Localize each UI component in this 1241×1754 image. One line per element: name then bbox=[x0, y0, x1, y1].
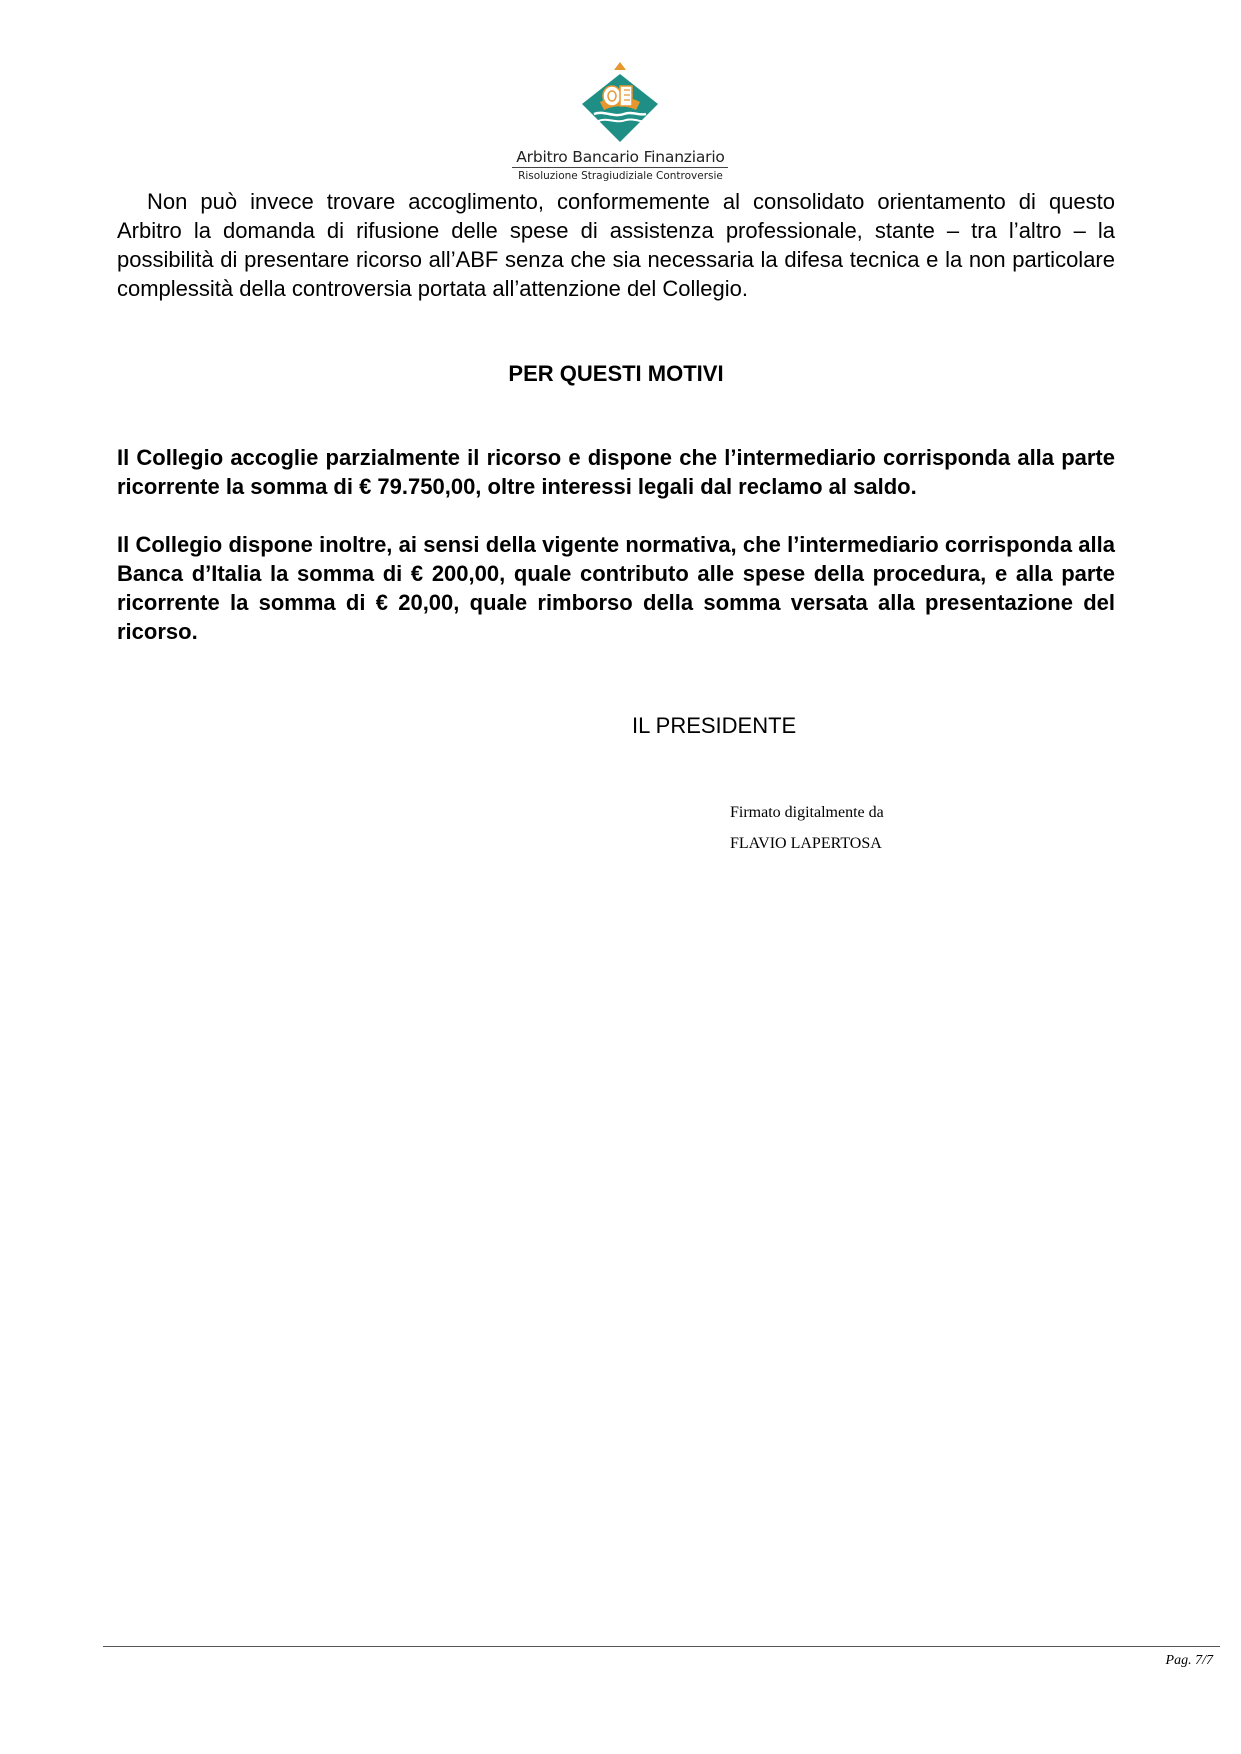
signer-name: FLAVIO LAPERTOSA bbox=[730, 835, 882, 852]
section-heading: PER QUESTI MOTIVI bbox=[508, 361, 724, 386]
org-name: Arbitro Bancario Finanziario bbox=[516, 148, 725, 166]
footer-divider bbox=[103, 1646, 1220, 1647]
page-number: Pag. 7/7 bbox=[1165, 1653, 1213, 1668]
abf-logo bbox=[508, 62, 733, 184]
abf-emblem-icon bbox=[580, 62, 660, 146]
decision-paragraph-1: Il Collegio accoglie parzialmente il ricorso e dispone che l’intermediario corrisponda alla parte ricorrente la somma di € 79.750,00, oltre interessi legali dal reclamo al saldo. bbox=[117, 445, 1115, 499]
decision-paragraph-2: Il Collegio dispone inoltre, ai sensi della vigente normativa, che l’intermediario corrisponda alla Banca d’Italia la somma di € 200,00, quale contributo alle spese della procedura, e alla parte ricorrente la somma di € 20,00, quale rimborso della somma versata alla presentazione del ricorso. bbox=[117, 532, 1115, 644]
digital-signature-label: Firmato digitalmente da bbox=[730, 804, 884, 821]
president-label: IL PRESIDENTE bbox=[632, 713, 797, 738]
costs-paragraph: Non può invece trovare accoglimento, conformemente al consolidato orientamento di questo Arbitro la domanda di rifusione delle spese di assistenza professionale, stante – tra l’altro – la possibilità di presentare ricorso all’ABF senza che sia necessaria la difesa tecnica e la non particolare complessità della controversia portata all’attenzione del Collegio. bbox=[117, 189, 1115, 301]
org-subtitle: Risoluzione Stragiudiziale Controversie bbox=[518, 170, 723, 182]
logo-divider bbox=[512, 167, 728, 168]
